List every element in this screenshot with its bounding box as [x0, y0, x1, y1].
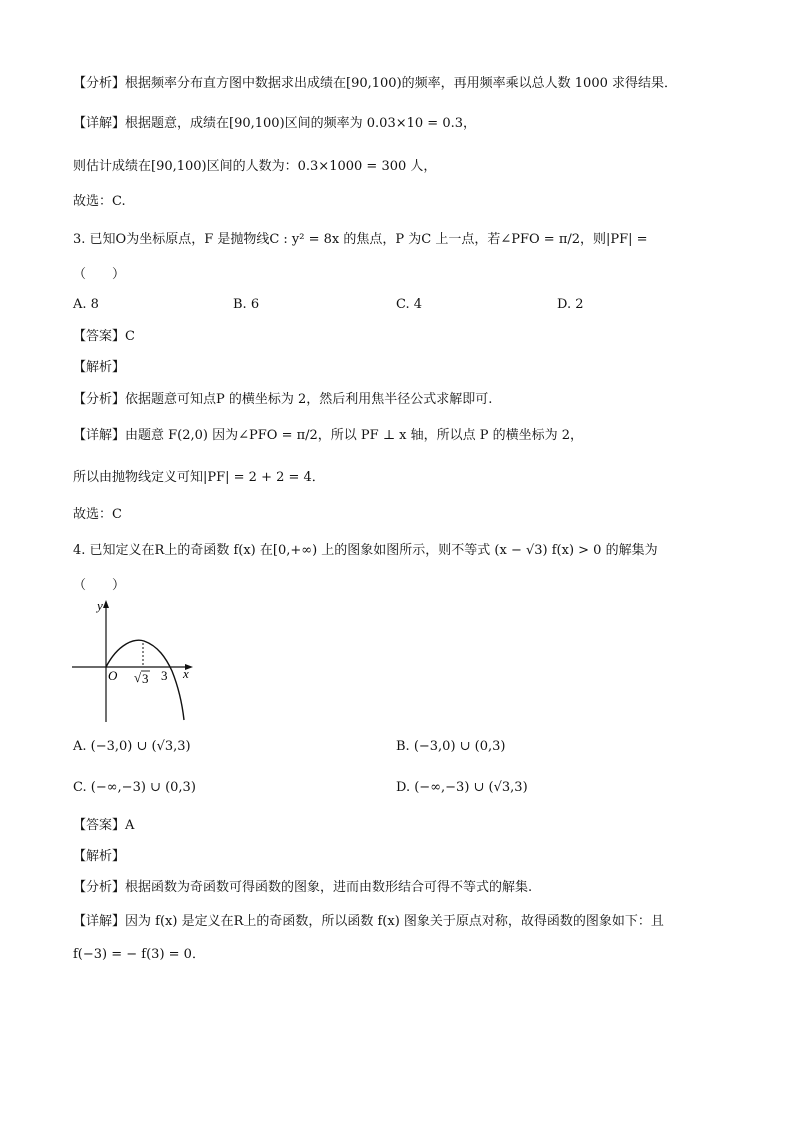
analysis-tag: 【分析】 [73, 392, 126, 407]
q3-analysis-text: 依据题意可知点P 的横坐标为 2，然后利用焦半径公式求解即可. [125, 392, 493, 407]
q2-choose-line: 故选：C. [73, 194, 126, 209]
function-graph [66, 598, 196, 726]
detail-tag: 【详解】 [73, 116, 126, 131]
q3-stem-text: 3. 已知O为坐标原点，F 是抛物线C : y² = 8x 的焦点，P 为C 上一点，若∠PFO = π/2，则|PF| = [73, 232, 648, 247]
three-label: 3 [161, 668, 168, 683]
q3-analysis-line [73, 390, 492, 410]
q4-detail-line-2: f(−3) = − f(3) = 0． [73, 947, 205, 962]
q4-option-c[interactable]: C. (−∞,−3) ∪ (0,3) [73, 780, 196, 795]
q3-option-a[interactable]: A. 8 [73, 297, 99, 312]
analysis-tag: 【分析】 [73, 880, 126, 895]
q4-analysis-line [73, 878, 532, 898]
q2-estimate-line: 则估计成绩在[90,100)区间的人数为：0.3×1000 = 300 人， [73, 159, 437, 174]
q4-option-d[interactable]: D. (−∞,−3) ∪ (√3,3) [396, 780, 528, 795]
y-axis-arrow [103, 600, 109, 608]
q3-option-c[interactable]: C. 4 [396, 297, 423, 312]
answer-tag: 【答案】 [73, 818, 126, 833]
q4-answer: A [125, 818, 135, 833]
q3-detail-text: 由题意 F(2,0) 因为∠PFO = π/2，所以 PF ⊥ x 轴，所以点 P 的横坐标为 2， [125, 428, 584, 443]
y-axis-label: y [97, 598, 103, 613]
q4-answer-line [73, 816, 134, 836]
q4-option-a[interactable]: A. (−3,0) ∪ (√3,3) [73, 739, 191, 754]
q4-detail-text: 因为 f(x) 是定义在R上的奇函数，所以函数 f(x) 图象关于原点对称，故得函数的图象如下：且 [125, 914, 664, 929]
q4-detail-line [73, 912, 664, 932]
q4-jiexi-tag: 【解析】 [73, 849, 126, 864]
q4-option-b[interactable]: B. (−3,0) ∪ (0,3) [396, 739, 506, 754]
q4-stem: 4. 已知定义在R上的奇函数 f(x) 在[0,+∞) 上的图象如图所示，则不等式 (x − √3) f(x) > 0 的解集为 [73, 543, 658, 558]
q3-choose-line: 故选：C [73, 507, 122, 522]
q4-paren: （ ） [73, 578, 126, 593]
sqrt3-label: 3 [142, 671, 149, 686]
q3-detail-line-2: 所以由抛物线定义可知|PF| = 2 + 2 = 4． [73, 470, 325, 485]
q4-analysis-text: 根据函数为奇函数可得函数的图象，进而由数形结合可得不等式的解集. [125, 880, 533, 895]
detail-tag: 【详解】 [73, 914, 126, 929]
q3-jiexi-tag: 【解析】 [73, 360, 126, 375]
answer-tag: 【答案】 [73, 329, 126, 344]
detail-tag: 【详解】 [73, 428, 126, 443]
q2-detail-line [73, 114, 476, 134]
q3-paren: （ ） [73, 267, 126, 282]
q3-detail-line [73, 426, 583, 446]
q3-option-b[interactable]: B. 6 [233, 297, 260, 312]
q3-option-d[interactable]: D. 2 [557, 297, 584, 312]
origin-label: O [108, 668, 118, 683]
q2-analysis-line [73, 74, 677, 94]
x-axis-label: x [183, 666, 189, 681]
q3-answer-line [73, 327, 135, 347]
q3-answer: C [125, 329, 135, 344]
q2-detail-text: 根据题意，成绩在[90,100)区间的频率为 0.03×10 = 0.3， [125, 116, 476, 131]
q3-stem [73, 230, 648, 250]
sqrt-sign: √ [134, 670, 142, 685]
q2-analysis-text: 根据频率分布直方图中数据求出成绩在[90,100)的频率，再用频率乘以总人数 1000 求得结果． [125, 76, 677, 91]
analysis-tag: 【分析】 [73, 76, 126, 91]
